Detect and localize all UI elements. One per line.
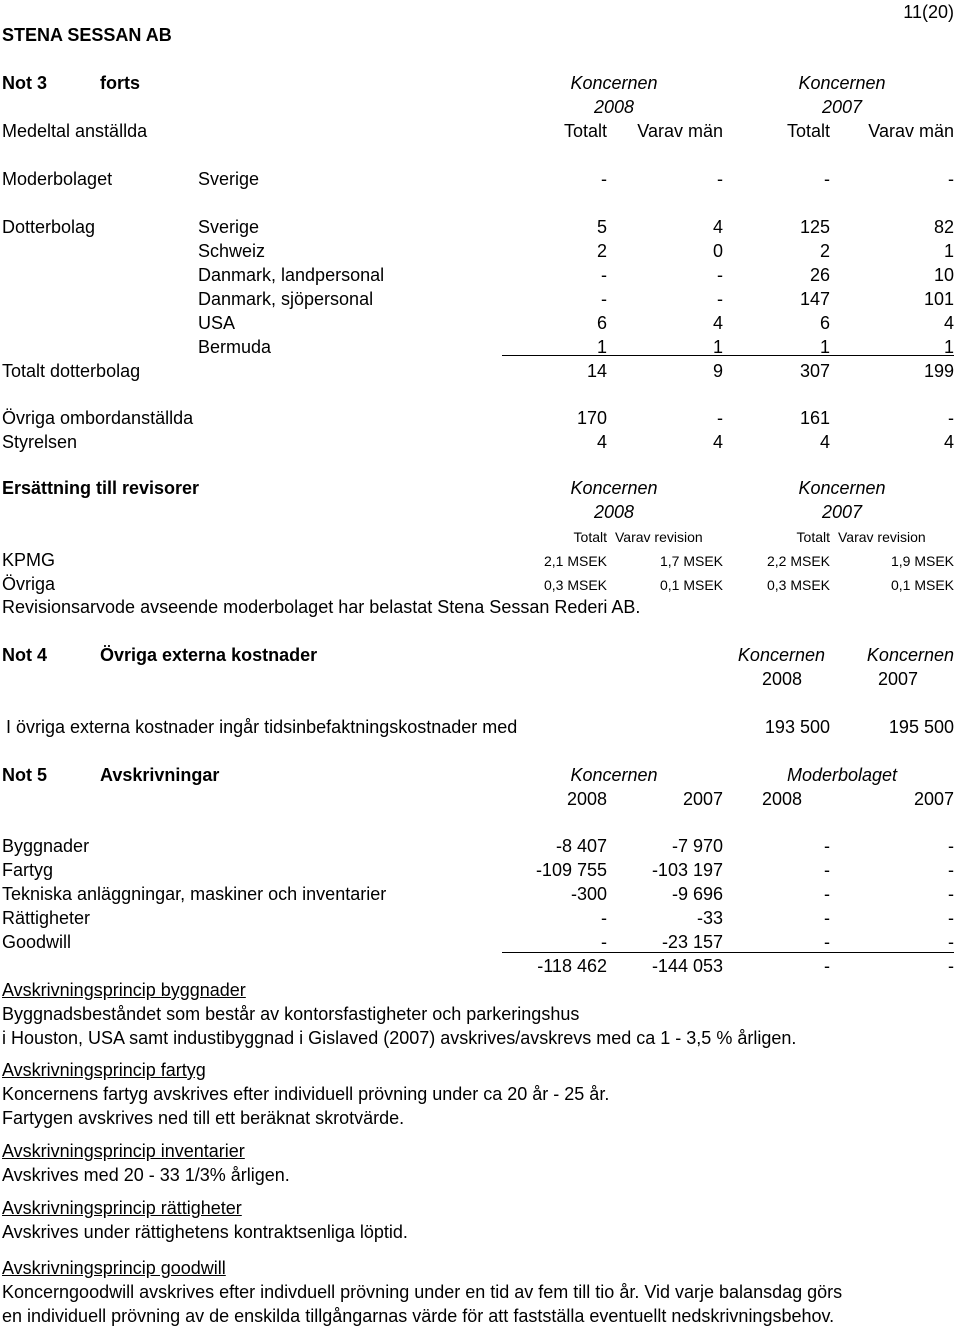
table-cell: - xyxy=(601,908,607,928)
row-country: USA xyxy=(198,313,236,333)
table-cell: 0,1 MSEK xyxy=(890,577,954,593)
table-cell: 4 xyxy=(596,432,607,452)
not5-total-col2: -144 053 xyxy=(651,956,723,976)
not4-year-2007: 2007 xyxy=(877,669,918,689)
table-cell: - xyxy=(948,836,954,856)
table-cell: - xyxy=(824,908,830,928)
revisorer-note: Revisionsarvode avseende moderbolaget har belastat Stena Sessan Rederi AB. xyxy=(2,597,641,617)
table-cell: 1 xyxy=(819,337,830,357)
row-label: Totalt dotterbolag xyxy=(2,361,141,381)
not3-group-2007: Koncernen xyxy=(798,73,886,93)
principle-rattigheter-line: Avskrives under rättighetens kontraktsenliga löptid. xyxy=(2,1222,408,1242)
table-cell: - xyxy=(824,932,830,952)
not4-title: Övriga externa kostnader xyxy=(100,645,318,665)
table-cell: 10 xyxy=(933,265,954,285)
revisorer-col-varav-2007: Varav revision xyxy=(838,529,926,545)
page-number: 11(20) xyxy=(903,2,954,22)
principle-byggnader-line: Byggnadsbeståndet som består av kontorsfastigheter och parkeringshus xyxy=(2,1004,580,1024)
not3-group-2008: Koncernen xyxy=(570,73,658,93)
not5-sum-line xyxy=(502,952,954,953)
table-cell: -23 157 xyxy=(661,932,723,952)
table-cell: - xyxy=(948,169,954,189)
row-country: Sverige xyxy=(198,217,260,237)
not3-sum-line xyxy=(502,355,954,356)
not5-total-col3: - xyxy=(824,956,830,976)
table-cell: - xyxy=(717,289,723,309)
not5-year-col4: 2007 xyxy=(913,789,954,809)
table-cell: 161 xyxy=(799,408,830,428)
table-cell: 1 xyxy=(712,337,723,357)
table-cell: 4 xyxy=(943,432,954,452)
principle-fartyg-heading: Avskrivningsprincip fartyg xyxy=(2,1060,206,1080)
not5-group-koncernen: Koncernen xyxy=(570,765,658,785)
row-label: Övriga ombordanställda xyxy=(2,408,194,428)
table-cell: - xyxy=(601,932,607,952)
table-cell: 1,9 MSEK xyxy=(890,553,954,569)
row-label: Dotterbolag xyxy=(2,217,96,237)
table-cell: 2 xyxy=(819,241,830,261)
not3-forts: forts xyxy=(100,73,140,93)
not5-year-col2: 2007 xyxy=(682,789,723,809)
row-label: Tekniska anläggningar, maskiner och inventarier xyxy=(2,884,387,904)
revisorer-year-2008: 2008 xyxy=(593,502,635,522)
row-country: Danmark, sjöpersonal xyxy=(198,289,374,309)
not3-col-varav-2008: Varav män xyxy=(637,121,723,141)
not4-group-2007: Koncernen xyxy=(866,645,954,665)
not4-group-2008: Koncernen xyxy=(737,645,825,665)
row-label: Fartyg xyxy=(2,860,54,880)
row-country: Schweiz xyxy=(198,241,266,261)
table-cell: 26 xyxy=(809,265,830,285)
not5-year-col3: 2008 xyxy=(761,789,802,809)
revisorer-group-2008: Koncernen xyxy=(570,478,658,498)
not3-col-varav-2007: Varav män xyxy=(868,121,954,141)
revisorer-col-totalt-2007: Totalt xyxy=(796,529,830,545)
principle-fartyg-line: Fartygen avskrives ned till ett beräknat skrotvärde. xyxy=(2,1108,405,1128)
table-cell: - xyxy=(824,884,830,904)
row-label: Byggnader xyxy=(2,836,90,856)
table-cell: 2,2 MSEK xyxy=(766,553,830,569)
revisorer-title: Ersättning till revisorer xyxy=(2,478,200,498)
not4-value-2007: 195 500 xyxy=(888,717,954,737)
row-label: Rättigheter xyxy=(2,908,91,928)
table-cell: 4 xyxy=(819,432,830,452)
table-cell: 4 xyxy=(712,313,723,333)
table-cell: - xyxy=(948,884,954,904)
table-cell: 6 xyxy=(596,313,607,333)
table-cell: 147 xyxy=(799,289,830,309)
table-cell: - xyxy=(717,408,723,428)
table-cell: - xyxy=(948,860,954,880)
table-cell: - xyxy=(824,836,830,856)
table-cell: 4 xyxy=(943,313,954,333)
table-cell: -9 696 xyxy=(671,884,723,904)
row-label: KPMG xyxy=(2,550,56,570)
table-cell: 5 xyxy=(596,217,607,237)
not5-title: Avskrivningar xyxy=(100,765,220,785)
table-cell: 6 xyxy=(819,313,830,333)
not3-col-totalt-2008: Totalt xyxy=(563,121,607,141)
not4-label: Not 4 xyxy=(2,645,47,665)
table-cell: 101 xyxy=(923,289,954,309)
principle-rattigheter-heading: Avskrivningsprincip rättigheter xyxy=(2,1198,242,1218)
row-label: Moderbolaget xyxy=(2,169,113,189)
not3-col-totalt-2007: Totalt xyxy=(786,121,830,141)
revisorer-col-totalt-2008: Totalt xyxy=(573,529,607,545)
not3-year-2008: 2008 xyxy=(593,97,635,117)
principle-byggnader-heading: Avskrivningsprincip byggnader xyxy=(2,980,246,1000)
table-cell: - xyxy=(717,265,723,285)
principle-inventarier-heading: Avskrivningsprincip inventarier xyxy=(2,1141,245,1161)
revisorer-year-2007: 2007 xyxy=(821,502,863,522)
not5-group-moderbolaget: Moderbolaget xyxy=(786,765,898,785)
row-country: Danmark, landpersonal xyxy=(198,265,385,285)
not3-label: Not 3 xyxy=(2,73,47,93)
table-cell: -300 xyxy=(570,884,607,904)
revisorer-group-2007: Koncernen xyxy=(798,478,886,498)
table-cell: 307 xyxy=(799,361,830,381)
table-cell: - xyxy=(948,908,954,928)
row-label: Goodwill xyxy=(2,932,72,952)
principle-goodwill-line: en individuell prövning av de enskilda tillgångarnas värde för att fastställa eventuellt nedskrivningsbehov. xyxy=(2,1306,835,1326)
table-cell: 1 xyxy=(596,337,607,357)
table-cell: -7 970 xyxy=(671,836,723,856)
company-name: STENA SESSAN AB xyxy=(2,25,172,45)
table-cell: - xyxy=(948,408,954,428)
not4-value-2008: 193 500 xyxy=(764,717,830,737)
not5-label: Not 5 xyxy=(2,765,47,785)
table-cell: 0,1 MSEK xyxy=(659,577,723,593)
table-cell: 9 xyxy=(712,361,723,381)
table-cell: 125 xyxy=(799,217,830,237)
not3-year-2007: 2007 xyxy=(821,97,863,117)
row-label: Övriga xyxy=(2,574,56,594)
row-country: Bermuda xyxy=(198,337,272,357)
table-cell: - xyxy=(824,860,830,880)
not5-year-col1: 2008 xyxy=(566,789,607,809)
table-cell: 2 xyxy=(596,241,607,261)
principle-goodwill-line: Koncerngoodwill avskrives efter indivduell prövning under en tid av fem till tio år. Vid varje balansdag görs xyxy=(2,1282,843,1302)
principle-goodwill-heading: Avskrivningsprincip goodwill xyxy=(2,1258,226,1278)
table-cell: 1,7 MSEK xyxy=(659,553,723,569)
table-cell: 199 xyxy=(923,361,954,381)
table-cell: - xyxy=(601,289,607,309)
not4-row-label: I övriga externa kostnader ingår tidsinbefaktningskostnader med xyxy=(6,717,518,737)
principle-fartyg-line: Koncernens fartyg avskrives efter individuell prövning under ca 20 år - 25 år. xyxy=(2,1084,610,1104)
not4-year-2008: 2008 xyxy=(761,669,802,689)
table-cell: 4 xyxy=(712,432,723,452)
table-cell: 0,3 MSEK xyxy=(766,577,830,593)
table-cell: 1 xyxy=(943,337,954,357)
not5-total-col1: -118 462 xyxy=(537,956,607,976)
principle-inventarier-line: Avskrives med 20 - 33 1/3% årligen. xyxy=(2,1165,290,1185)
row-label: Styrelsen xyxy=(2,432,78,452)
table-cell: 1 xyxy=(943,241,954,261)
table-cell: - xyxy=(948,932,954,952)
table-cell: 2,1 MSEK xyxy=(543,553,607,569)
table-cell: - xyxy=(601,265,607,285)
not3-heading: Medeltal anställda xyxy=(2,121,148,141)
table-cell: - xyxy=(824,169,830,189)
table-cell: 4 xyxy=(712,217,723,237)
table-cell: 0,3 MSEK xyxy=(543,577,607,593)
table-cell: -33 xyxy=(696,908,723,928)
principle-byggnader-line: i Houston, USA samt industibyggnad i Gislaved (2007) avskrives/avskrevs med ca 1 - 3,5 % årligen. xyxy=(2,1028,797,1048)
table-cell: - xyxy=(601,169,607,189)
table-cell: 82 xyxy=(933,217,954,237)
table-cell: - xyxy=(717,169,723,189)
row-country: Sverige xyxy=(198,169,260,189)
table-cell: -103 197 xyxy=(651,860,723,880)
table-cell: -8 407 xyxy=(555,836,607,856)
table-cell: -109 755 xyxy=(535,860,607,880)
table-cell: 170 xyxy=(576,408,607,428)
not5-total-col4: - xyxy=(948,956,954,976)
table-cell: 14 xyxy=(586,361,607,381)
table-cell: 0 xyxy=(712,241,723,261)
revisorer-col-varav-2008: Varav revision xyxy=(615,529,703,545)
